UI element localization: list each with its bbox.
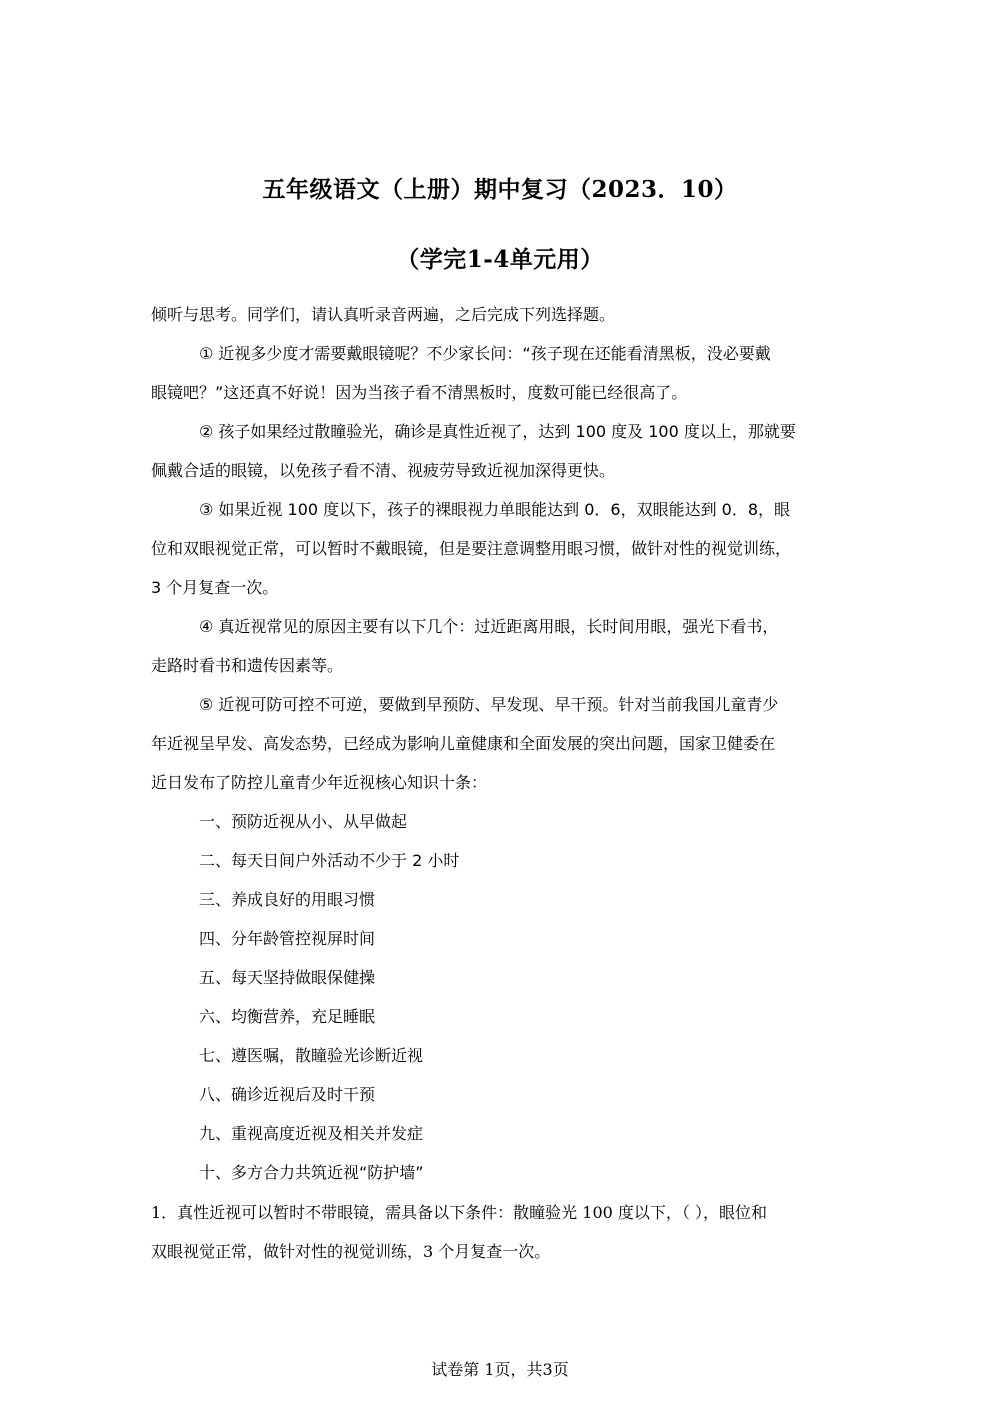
tip-item: 三、养成良好的用眼习惯	[199, 890, 376, 909]
page-title: 五年级语文（上册）期中复习（2023．10）	[262, 176, 738, 203]
tip-item: 五、每天坚持做眼保健操	[199, 968, 376, 987]
passage-line: 眼镜吧？”这还真不好说！因为当孩子看不清黑板时，度数可能已经很高了。	[151, 383, 688, 402]
passage-line: 3 个月复查一次。	[151, 578, 279, 597]
passage-line: 近日发布了防控儿童青少年近视核心知识十条：	[151, 773, 488, 792]
passage-line: 走路时看书和遗传因素等。	[151, 656, 344, 675]
passage-line: ③ 如果近视 100 度以下，孩子的裸眼视力单眼能达到 0．6，双眼能达到 0．8，眼	[199, 500, 791, 519]
passage-line: 佩戴合适的眼镜，以免孩子看不清、视疲劳导致近视加深得更快。	[151, 461, 616, 480]
tip-item: 一、预防近视从小、从早做起	[199, 812, 408, 831]
passage-line: ④ 真近视常见的原因主要有以下几个：过近距离用眼，长时间用眼，强光下看书，	[199, 617, 779, 636]
tip-item: 二、每天日间户外活动不少于 2 小时	[199, 851, 460, 870]
tip-item: 九、重视高度近视及相关并发症	[199, 1124, 424, 1143]
passage-line: 年近视呈早发、高发态势，已经成为影响儿童健康和全面发展的突出问题，国家卫健委在	[151, 734, 776, 753]
tip-item: 十、多方合力共筑近视“防护墙”	[199, 1163, 424, 1182]
intro-text: 倾听与思考。同学们，请认真听录音两遍，之后完成下列选择题。	[151, 305, 616, 324]
passage-line: ① 近视多少度才需要戴眼镜呢？不少家长问：“孩子现在还能看清黑板，没必要戴	[199, 344, 771, 363]
tip-item: 六、均衡营养，充足睡眠	[199, 1007, 376, 1026]
passage-line: ⑤ 近视可防可控不可逆，要做到早预防、早发现、早干预。针对当前我国儿童青少	[199, 695, 779, 714]
tip-item: 四、分年龄管控视屏时间	[199, 929, 376, 948]
tip-item: 七、遵医嘱，散瞳验光诊断近视	[199, 1046, 424, 1065]
page-footer: 试卷第 1页，共3页	[431, 1360, 569, 1379]
page-subtitle: （学完1-4单元用）	[396, 246, 604, 273]
question-line: 1．真性近视可以暂时不带眼镜，需具备以下条件：散瞳验光 100 度以下，（ ），眼位和	[151, 1203, 767, 1222]
passage-line: 位和双眼视觉正常，可以暂时不戴眼镜，但是要注意调整用眼习惯，做针对性的视觉训练，	[151, 539, 792, 558]
question-line: 双眼视觉正常，做针对性的视觉训练，3 个月复查一次。	[151, 1242, 551, 1261]
tip-item: 八、确诊近视后及时干预	[199, 1085, 376, 1104]
passage-line: ② 孩子如果经过散瞳验光，确诊是真性近视了，达到 100 度及 100 度以上，那就要	[199, 422, 796, 441]
